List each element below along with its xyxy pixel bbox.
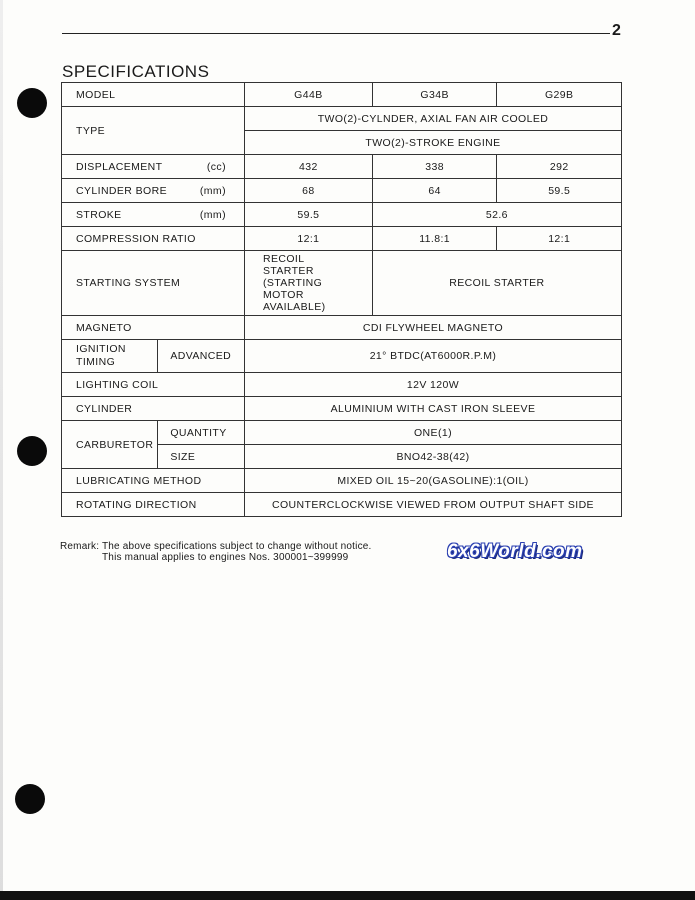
lighting-value: 12V 120W [244,373,621,397]
table-row [62,493,622,517]
stroke-g34b-g29b: 52.6 [372,203,621,227]
table-row [62,155,622,179]
type-stroke: TWO(2)-STROKE ENGINE [244,131,621,155]
lubricating-value: MIXED OIL 15~20(GASOLINE):1(OIL) [244,469,621,493]
table-row [62,421,622,445]
bore-label: CYLINDER BORE (mm) [62,179,245,203]
ignition-sub-label: ADVANCED [158,340,245,373]
type-label: TYPE [62,107,245,155]
bore-g34b: 64 [372,179,497,203]
carb-qty-label: QUANTITY [158,421,245,445]
displacement-g34b: 338 [372,155,497,179]
rotating-value: COUNTERCLOCKWISE VIEWED FROM OUTPUT SHAFT SIDE [244,493,621,517]
magneto-label: MAGNETO [62,316,245,340]
model-g44b: G44B [244,83,372,107]
remark-line-1: Remark: The above specifications subject to change without notice. [60,541,372,552]
table-row [62,251,622,316]
scan-bottom-edge [0,891,695,900]
table-row [62,316,622,340]
magneto-value: CDI FLYWHEEL MAGNETO [244,316,621,340]
watermark-logo: 6x6World.com [447,541,583,562]
lubricating-label: LUBRICATING METHOD [62,469,245,493]
type-cooling: TWO(2)-CYLNDER, AXIAL FAN AIR COOLED [244,107,621,131]
table-row [62,227,622,251]
table-row [62,83,622,107]
carb-size-value: BNO42-38(42) [244,445,621,469]
table-row [62,340,622,373]
table-row [62,469,622,493]
displacement-g44b: 432 [244,155,372,179]
table-row [62,107,622,131]
table-row [62,397,622,421]
displacement-label: DISPLACEMENT (cc) [62,155,245,179]
cylinder-value: ALUMINIUM WITH CAST IRON SLEEVE [244,397,621,421]
ignition-value: 21° BTDC(AT6000R.P.M) [244,340,621,373]
header-rule [62,33,610,34]
rotating-label: ROTATING DIRECTION [62,493,245,517]
table-row [62,179,622,203]
model-g29b: G29B [497,83,622,107]
punch-hole-bottom [15,784,45,814]
table-row [62,203,622,227]
compression-g44b: 12:1 [244,227,372,251]
stroke-label: STROKE (mm) [62,203,245,227]
bore-unit: (mm) [199,184,226,197]
carburetor-label: CARBURETOR [62,421,158,469]
lighting-label: LIGHTING COIL [62,373,245,397]
starting-g44b: RECOIL STARTER (STARTING MOTOR AVAILABLE) [244,251,372,316]
punch-hole-top [17,88,47,118]
page-number: 2 [612,22,621,39]
bore-g29b: 59.5 [497,179,622,203]
stroke-g44b: 59.5 [244,203,372,227]
ignition-label: IGNITION TIMING [62,340,158,373]
compression-label: COMPRESSION RATIO [62,227,245,251]
cylinder-label: CYLINDER [62,397,245,421]
bore-g44b: 68 [244,179,372,203]
specifications-table [61,82,622,517]
starting-other: RECOIL STARTER [372,251,621,316]
table-row [62,373,622,397]
punch-hole-middle [17,436,47,466]
stroke-unit: (mm) [199,208,226,221]
displacement-g29b: 292 [497,155,622,179]
compression-g34b: 11.8:1 [372,227,497,251]
model-label: MODEL [62,83,245,107]
model-g34b: G34B [372,83,497,107]
compression-g29b: 12:1 [497,227,622,251]
remark-note [60,541,372,563]
carb-qty-value: ONE(1) [244,421,621,445]
displacement-unit: (cc) [206,160,226,173]
remark-line-2: This manual applies to engines Nos. 300001~399999 [102,552,349,563]
carb-size-label: SIZE [158,445,245,469]
starting-label: STARTING SYSTEM [62,251,245,316]
page-title: SPECIFICATIONS [62,62,210,81]
scan-left-edge [0,0,3,900]
